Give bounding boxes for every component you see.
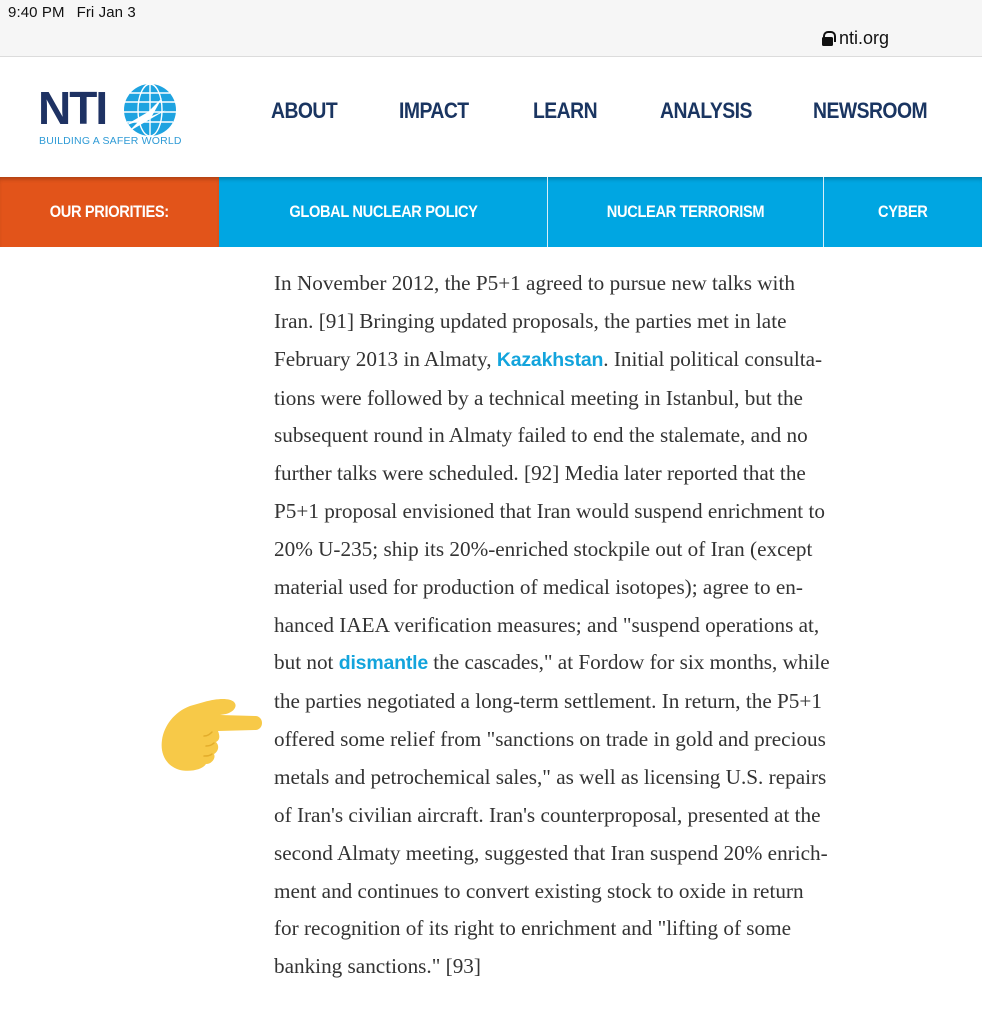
text-segment: the cascades," at Fordow for six months, while xyxy=(427,650,830,675)
article-line: banking sanctions." [93] xyxy=(274,954,481,979)
address-bar[interactable] xyxy=(822,26,889,50)
clock-time: 9:40 PM xyxy=(8,4,65,21)
nav-learn[interactable]: LEARN xyxy=(533,98,598,123)
article-line: Iran. [91] Bringing updated proposals, the parties met in late xyxy=(274,308,787,333)
logo-wordmark: NTI xyxy=(38,82,107,134)
site-header xyxy=(0,58,982,176)
logo-tagline: BUILDING A SAFER WORLD xyxy=(39,135,182,147)
article-line: hanced IAEA verification measures; and "suspend operations at, xyxy=(274,612,820,637)
browser-status-bar xyxy=(0,0,982,57)
article-line: In November 2012, the P5+1 agreed to pursue new talks with xyxy=(274,271,795,295)
priority-label: GLOBAL NUCLEAR POLICY xyxy=(288,202,478,221)
article-line: tions were followed by a technical meeting in Istanbul, but the xyxy=(274,385,803,410)
priorities-label-text: OUR PRIORITIES: xyxy=(49,202,170,221)
nav-analysis[interactable]: ANALYSIS xyxy=(660,98,752,123)
status-time xyxy=(8,4,148,21)
article-line: metals and petrochemical sales," as well as licensing U.S. repairs xyxy=(274,764,827,789)
article-line: offered some relief from "sanctions on trade in gold and precious xyxy=(274,727,826,752)
article-line: further talks were scheduled. [92] Media later reported that the xyxy=(274,461,806,486)
article-line: subsequent round in Almaty failed to end the stalemate, and no xyxy=(274,423,808,448)
lock-icon xyxy=(822,31,833,46)
url-text: nti.org xyxy=(839,27,890,48)
text-segment: . Initial political consulta- xyxy=(603,346,823,371)
text-segment: but not xyxy=(274,650,339,675)
clock-date: Fri Jan 3 xyxy=(76,4,136,21)
link-kazakhstan[interactable]: Kazakhstan xyxy=(496,348,604,371)
article-line: of Iran's civilian aircraft. Iran's counterproposal, presented at the xyxy=(274,802,821,827)
article-line: P5+1 proposal envisioned that Iran would suspend enrichment to xyxy=(274,499,825,524)
article-line: the parties negotiated a long-term settlement. In return, the P5+1 xyxy=(274,689,822,714)
pointing-hand-icon xyxy=(160,696,264,772)
link-dismantle[interactable]: dismantle xyxy=(338,652,428,675)
article-line: material used for production of medical isotopes); agree to en- xyxy=(274,574,803,599)
article-line: ment and continues to convert existing stock to oxide in return xyxy=(274,878,804,903)
article-line xyxy=(274,341,944,380)
article-line: 20% U-235; ship its 20%-enriched stockpile out of Iran (except xyxy=(274,536,813,561)
nav-about[interactable]: ABOUT xyxy=(271,98,338,123)
priority-nuclear-terrorism[interactable] xyxy=(547,177,823,247)
nav-impact[interactable]: IMPACT xyxy=(399,98,469,123)
priority-label: CYBER xyxy=(878,202,928,221)
priority-label: NUCLEAR TERRORISM xyxy=(606,202,765,221)
article-line: for recognition of its right to enrichment and "lifting of some xyxy=(274,916,792,941)
priorities-label xyxy=(0,177,219,247)
article-body xyxy=(274,265,944,986)
main-nav xyxy=(0,98,982,128)
priorities-bar xyxy=(0,177,982,247)
article-line xyxy=(274,644,944,683)
text-segment: February 2013 in Almaty, xyxy=(274,346,497,371)
article-line: second Almaty meeting, suggested that Iran suspend 20% enrich- xyxy=(274,840,828,865)
priority-global-nuclear-policy[interactable] xyxy=(219,177,547,247)
priority-cyber[interactable] xyxy=(823,177,982,247)
nav-newsroom[interactable]: NEWSROOM xyxy=(813,98,928,123)
